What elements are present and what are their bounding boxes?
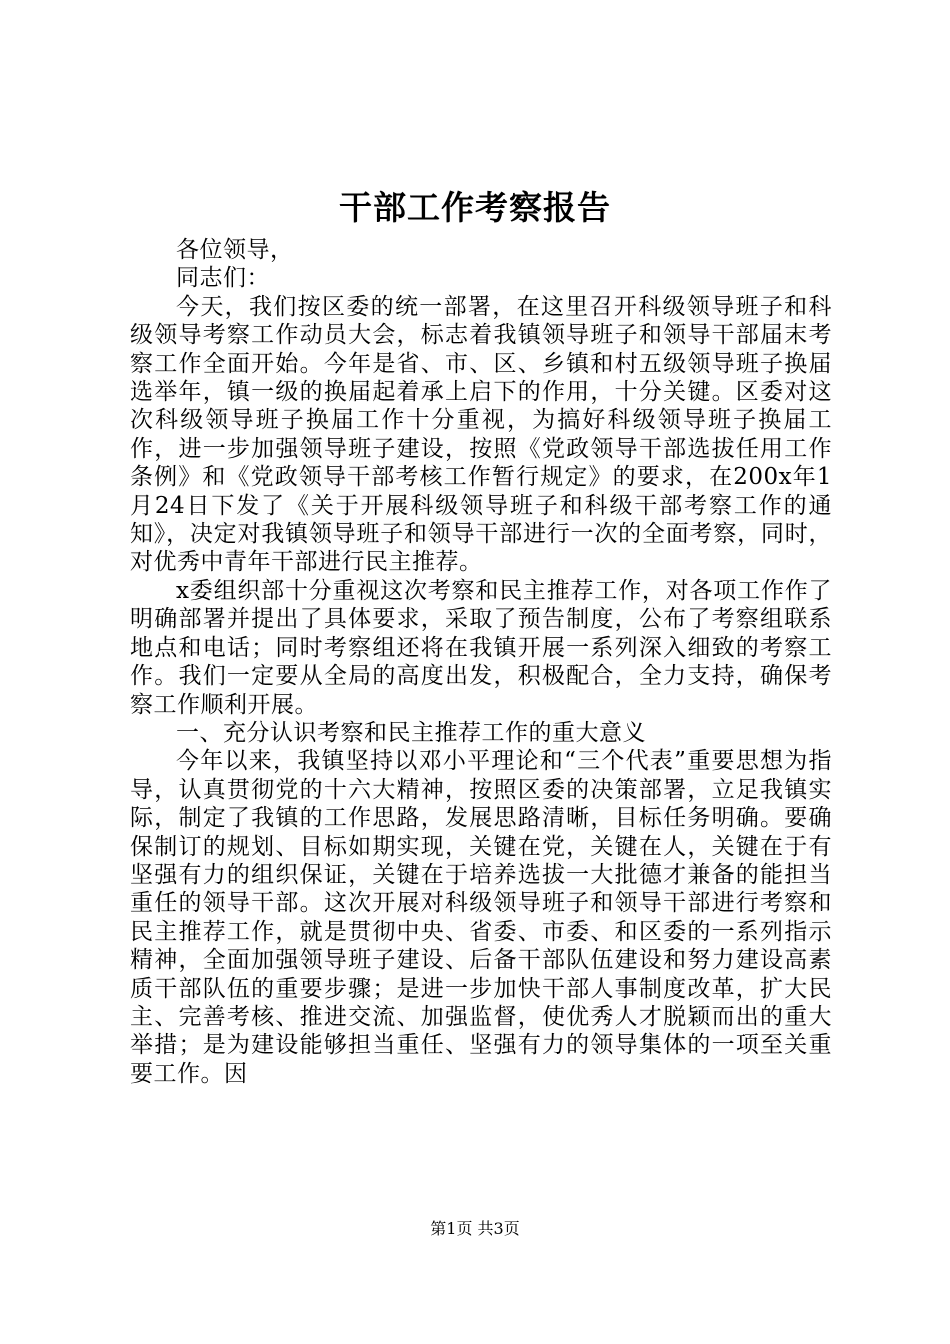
document-title: 干部工作考察报告 xyxy=(339,188,611,227)
document-body xyxy=(130,236,832,1088)
salutation-comrades: 同志们： xyxy=(176,265,270,292)
paragraph-organization-dept: x委组织部十分重视这次考察和民主推荐工作，对各项工作作了明确部署并提出了具体要求，采取了预告制度，公布了考察组联系地点和电话；同时考察组还将在我镇开展一系列深入细致的考察工作。我们一定要从全局的高度出发，积极配合，全力支持，确保考察工作顺利开展。 xyxy=(130,577,832,718)
page-footer: 第1页 共3页 xyxy=(430,1219,520,1238)
section-heading-1: 一、充分认识考察和民主推荐工作的重大意义 xyxy=(176,719,646,746)
salutation-leaders: 各位领导， xyxy=(176,237,294,263)
paragraph-opening: 今天，我们按区委的统一部署，在这里召开科级领导班子和科级领导考察工作动员大会，标志着我镇领导班子和领导干部届末考察工作全面开始。今年是省、市、区、乡镇和村五级领导班子换届选举年，镇一级的换届起着承上启下的作用，十分关键。区委对这次科级领导班子换届工作十分重视，为搞好科级领导班子换届工作，进一步加强领导班子建设，按照《党政领导干部选拔任用工作条例》和《党政领导干部考核工作暂行规定》的要求，在200x年1月24日下发了《关于开展科级领导班子和科级干部考察工作的通知》，决定对我镇领导班子和领导干部进行一次的全面考察，同时，对优秀中青年干部进行民主推荐。 xyxy=(130,293,832,576)
paragraph-significance: 今年以来，我镇坚持以邓小平理论和“三个代表”重要思想为指导，认真贯彻党的十六大精神，按照区委的决策部署，立足我镇实际，制定了我镇的工作思路，发展思路清晰，目标任务明确。要确保制订的规划、目标如期实现，关键在党，关键在人，关键在于有坚强有力的组织保证，关键在于培养选拔一大批德才兼备的能担当重任的领导干部。这次开展对科级领导班子和领导干部进行考察和民主推荐工作，就是贯彻中央、省委、市委、和区委的一系列指示精神，全面加强领导班子建设、后备干部队伍建设和努力建设高素质干部队伍的重要步骤；是进一步加快干部人事制度改革，扩大民主、完善考核、推进交流、加强监督，使优秀人才脱颖而出的重大举措；是为建设能够担当重任、坚强有力的领导集体的一项至关重要工作。因 xyxy=(130,748,832,1087)
